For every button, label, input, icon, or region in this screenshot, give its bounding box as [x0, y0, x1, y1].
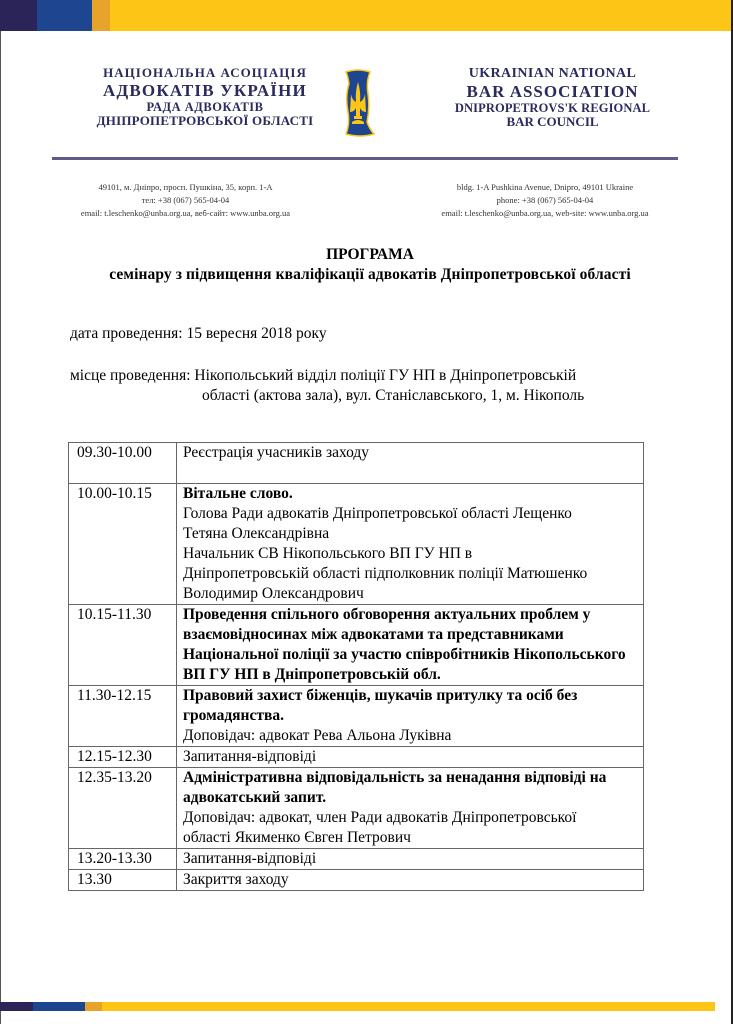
table-row [69, 747, 644, 768]
activity-text: Реєстрація учасників заходу [183, 444, 370, 461]
table-row [69, 443, 644, 484]
title-main: ПРОГРАМА [326, 246, 414, 263]
table-row [69, 484, 644, 605]
place-value-line1: Нікопольський відділ поліції ГУ НП в Дніпропетровській [194, 367, 577, 384]
activity-title: Вітальне слово. [183, 485, 293, 502]
activity-cell [177, 605, 644, 686]
bottom-color-bar [0, 1002, 715, 1011]
bar-segment-navy [0, 1002, 33, 1011]
date-value: 15 вересня 2018 року [186, 325, 327, 342]
activity-text: Тетяна Олександрівна [183, 525, 330, 542]
bar-segment-orange [92, 0, 110, 31]
page-edge [0, 31, 1, 1024]
bar-segment-navy [0, 0, 37, 31]
activity-text: Дніпропетровській області підполковник поліції Матюшенко [183, 565, 588, 582]
bar-segment-yellow [110, 0, 731, 31]
header-divider [52, 157, 678, 160]
bar-segment-orange [85, 1002, 102, 1011]
activity-cell [177, 686, 644, 747]
activity-cell [177, 768, 644, 849]
time-cell: 09.30-10.00 [69, 443, 177, 484]
time-cell: 13.20-13.30 [69, 849, 177, 870]
address-line: bldg. 1-A Pushkina Avenue, Dnipro, 49101 Ukraine [456, 182, 634, 192]
phone-line: phone: +38 (067) 565-04-04 [496, 195, 594, 205]
activity-title: Правовий захист біженців, шукачів притулку та осіб без громадянства. [183, 687, 578, 724]
table-row [69, 686, 644, 747]
place-value-line2: області (актова зала), вул. Станіславського, 1, м. Нікополь [202, 387, 585, 404]
time-cell: 12.35-13.20 [69, 768, 177, 849]
bar-segment-yellow [102, 1002, 715, 1011]
org-name-line: АДВОКАТІВ УКРАЇНИ [103, 80, 307, 100]
activity-text: Голова Ради адвокатів Дніпропетровської області Лещенко [183, 505, 572, 522]
contact-line: email: t.leschenko@unba.org.ua, веб-сайт: www.unba.org.ua [80, 208, 291, 218]
address-english [400, 181, 690, 220]
bar-segment-blue [33, 1002, 85, 1011]
letterhead-english [440, 66, 665, 129]
place-label: місце проведення: [70, 367, 191, 384]
org-name-line: ДНІПРОПЕТРОВСЬКОЇ ОБЛАСТІ [96, 112, 314, 128]
event-date [70, 324, 327, 344]
activity-cell [177, 849, 644, 870]
activity-title: Адміністративна відповідальність за ненадання відповіді на адвокатський запит. [183, 769, 607, 806]
document-title [60, 245, 680, 285]
top-color-bar [0, 0, 731, 31]
address-line: 49101, м. Дніпро, просп. Пушкіна, 35, корп. 1-А [98, 182, 273, 192]
activity-text: Доповідач: адвокат, член Ради адвокатів Дніпропетровської [183, 809, 577, 826]
time-cell: 10.00-10.15 [69, 484, 177, 605]
bar-segment-blue [37, 0, 92, 31]
phone-line: тел: +38 (067) 565-04-04 [141, 195, 230, 205]
time-cell: 11.30-12.15 [69, 686, 177, 747]
activity-cell [177, 747, 644, 768]
org-name-line: BAR ASSOCIATION [466, 81, 639, 101]
org-name-line: BAR COUNCIL [506, 113, 599, 129]
activity-text: Володимир Олександрович [183, 585, 364, 602]
address-ukrainian [48, 181, 323, 220]
table-row [69, 849, 644, 870]
letterhead-ukrainian [60, 66, 350, 128]
activity-text: Запитання-відповіді [183, 748, 317, 765]
contact-line: email: t.leschenko@unba.org.ua, web-site: www.unba.org.ua [441, 208, 649, 218]
activity-cell [177, 870, 644, 891]
activity-text: Закриття заходу [183, 871, 289, 888]
org-name-line: НАЦІОНАЛЬНА АСОЦІАЦІЯ [103, 65, 307, 80]
org-name-line: UKRAINIAN NATIONAL [468, 66, 637, 81]
table-row [69, 605, 644, 686]
time-cell: 13.30 [69, 870, 177, 891]
activity-text: Доповідач: адвокат Рева Альона Луківна [183, 727, 452, 744]
event-place [70, 366, 584, 406]
table-row [69, 768, 644, 849]
time-cell: 12.15-12.30 [69, 747, 177, 768]
program-table [68, 442, 644, 891]
activity-text: Начальник СВ Нікопольського ВП ГУ НП в [183, 545, 473, 562]
activity-cell [177, 443, 644, 484]
activity-text: області Якименко Євген Петрович [183, 829, 411, 846]
trident-scroll-emblem-icon [340, 68, 376, 138]
table-row [69, 870, 644, 891]
time-cell: 10.15-11.30 [69, 605, 177, 686]
title-subtitle: семінару з підвищення кваліфікації адвокатів Дніпропетровської області [109, 266, 631, 283]
org-name-line: РАДА АДВОКАТІВ [146, 99, 264, 114]
activity-text: Запитання-відповіді [183, 850, 317, 867]
date-label: дата проведення: [70, 325, 183, 342]
org-name-line: DNIPROPETROVS'K REGIONAL [454, 100, 651, 115]
activity-title: Проведення спільного обговорення актуальних проблем у взаємовідносинах між адвокатами та представниками Національної поліції за участю співробітників Нікопольського ВП ГУ НП в Дніпропетровській обл. [183, 606, 626, 683]
activity-cell [177, 484, 644, 605]
